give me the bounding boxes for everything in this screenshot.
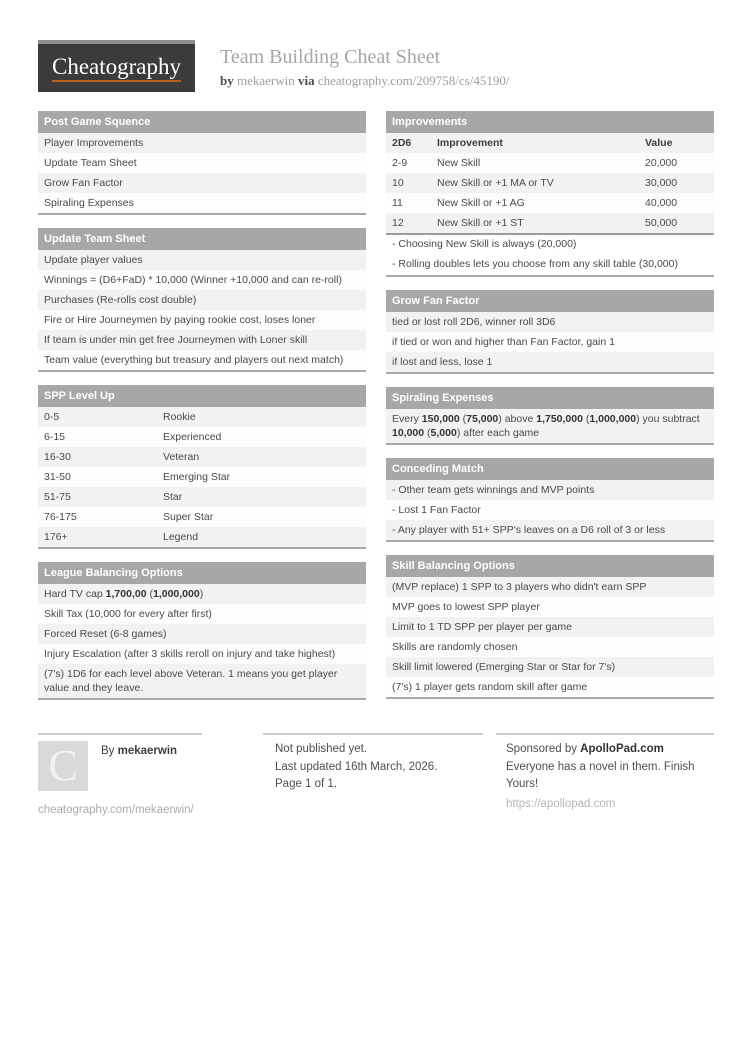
section-header-league-balancing-options: League Balancing Options	[38, 562, 366, 584]
footer-status-column	[263, 733, 483, 818]
text: Limit to 1 TD SPP per player per game	[392, 621, 572, 633]
source-link[interactable]: cheatography.com/209758/cs/45190/	[317, 73, 510, 88]
sponsor-name[interactable]: ApolloPad.com	[580, 743, 664, 755]
footer-author-row	[38, 741, 202, 791]
text: (MVP replace) 1 SPP to 3 players who didn't earn SPP	[392, 581, 647, 593]
list-row	[386, 677, 714, 697]
list-row	[386, 637, 714, 657]
list-row	[38, 133, 366, 153]
text: (	[424, 427, 431, 439]
list-row	[38, 330, 366, 350]
text: if lost and less, lose 1	[392, 356, 493, 368]
section-header-improvements: Improvements	[386, 111, 714, 133]
text: Player Improvements	[44, 137, 144, 149]
list-row	[386, 480, 714, 500]
table-header-cell: Improvement	[437, 137, 503, 149]
pair-key: 16-30	[44, 451, 71, 463]
section-spp-level-up	[38, 385, 366, 549]
text: - Choosing New Skill is always (20,000)	[392, 238, 577, 250]
pair-key: 51-75	[44, 491, 71, 503]
text: (7's) 1 player gets random skill after game	[392, 681, 588, 693]
text: - Lost 1 Fan Factor	[392, 504, 481, 516]
pair-key: 6-15	[44, 431, 66, 443]
table-row	[386, 213, 714, 233]
section-grow-fan-factor	[386, 290, 714, 374]
text: (	[459, 413, 467, 425]
text: (	[582, 413, 590, 425]
sponsor-link[interactable]: https://apollopad.com	[506, 797, 616, 810]
text: - Rolling doubles lets you choose from any skill table (30,000)	[392, 258, 678, 270]
list-row	[386, 312, 714, 332]
text: tied or lost roll 2D6, winner roll 3D6	[392, 316, 556, 328]
list-row	[38, 290, 366, 310]
bold-text: 10,000	[392, 427, 425, 439]
text: if tied or won and higher than Fan Factor, gain 1	[392, 336, 615, 348]
section-header-spiraling-expenses: Spiraling Expenses	[386, 387, 714, 409]
table-cell: 12	[392, 217, 404, 229]
text: Injury Escalation (after 3 skills reroll on injury and take highest)	[44, 648, 336, 660]
list-row	[38, 350, 366, 370]
table-cell: New Skill or +1 AG	[437, 197, 525, 209]
table-cell: New Skill or +1 MA or TV	[437, 177, 554, 189]
text: Skill limit lowered (Emerging Star or Star for 7's)	[392, 661, 616, 673]
table-cell: 30,000	[645, 177, 678, 189]
title-block	[220, 40, 509, 89]
pair-value: Veteran	[163, 451, 200, 463]
list-row	[386, 520, 714, 540]
text: MVP goes to lowest SPP player	[392, 601, 540, 613]
list-row	[38, 193, 366, 213]
section-update-team-sheet	[38, 228, 366, 372]
author-link[interactable]: mekaerwin	[236, 73, 295, 88]
page-title: Team Building Cheat Sheet	[220, 46, 441, 68]
byline-via: via	[298, 73, 315, 88]
text: (	[146, 588, 153, 600]
pair-value: Star	[163, 491, 183, 503]
table-notes	[386, 233, 714, 275]
footer-author-name: mekaerwin	[117, 745, 178, 757]
section-header-post-game-squence: Post Game Squence	[38, 111, 366, 133]
bold-text: 1,700,00	[105, 588, 147, 600]
list-row	[38, 270, 366, 290]
table-row	[386, 173, 714, 193]
table-header-row	[386, 133, 714, 153]
sponsor-line	[506, 741, 714, 759]
table-row	[386, 153, 714, 173]
list-row	[386, 332, 714, 352]
table-cell: 2-9	[392, 157, 408, 169]
table-row	[38, 487, 366, 507]
pair-key: 176+	[44, 531, 68, 543]
table-note	[386, 235, 714, 255]
section-league-balancing-options	[38, 562, 366, 700]
footer-author-column	[38, 733, 202, 818]
text: ) after each game	[456, 427, 540, 439]
left-column	[38, 111, 366, 713]
list-row	[386, 597, 714, 617]
table-cell: New Skill or +1 ST	[437, 217, 524, 229]
text: Grow Fan Factor	[44, 177, 123, 189]
cheatography-logo[interactable]	[38, 40, 195, 92]
text: - Any player with 51+ SPP's leaves on a D6 roll of 3 or less	[392, 524, 666, 536]
text: If team is under min get free Journeymen with Loner skill	[44, 334, 308, 346]
pair-key: 31-50	[44, 471, 71, 483]
text: Every	[392, 413, 422, 425]
pair-key: 76-175	[44, 511, 77, 523]
section-improvements	[386, 111, 714, 277]
table-row	[38, 427, 366, 447]
list-row	[386, 352, 714, 372]
bold-text: 5,000	[430, 427, 457, 439]
table-cell: 11	[392, 197, 403, 209]
profile-link[interactable]: cheatography.com/mekaerwin/	[38, 804, 194, 816]
section-header-conceding-match: Conceding Match	[386, 458, 714, 480]
table-cell: 50,000	[645, 217, 678, 229]
list-row	[38, 624, 366, 644]
list-row	[386, 409, 714, 443]
table-row	[38, 447, 366, 467]
table-row	[38, 467, 366, 487]
publish-status: Not published yet.	[275, 743, 368, 755]
footer-sponsor-column	[496, 733, 714, 818]
sponsor-tagline: Everyone has a novel in them. Finish Yours!	[506, 760, 695, 790]
text: Update Team Sheet	[44, 157, 137, 169]
pair-value: Experienced	[163, 431, 222, 443]
bold-text: 150,000	[421, 413, 460, 425]
avatar-letter: C	[48, 741, 78, 790]
text: Forced Reset (6-8 games)	[44, 628, 167, 640]
page-number: Page 1 of 1.	[275, 778, 338, 790]
list-row	[386, 577, 714, 597]
page-footer	[38, 733, 714, 818]
text: ) you subtract	[636, 413, 700, 425]
text: ) above	[498, 413, 537, 425]
section-conceding-match	[386, 458, 714, 542]
table-header-cell: 2D6	[392, 137, 412, 149]
list-row	[38, 310, 366, 330]
list-row	[386, 657, 714, 677]
sponsor-prefix: Sponsored by	[506, 743, 577, 755]
text: Fire or Hire Journeymen by paying rookie cost, loses loner	[44, 314, 316, 326]
text: Hard TV cap	[44, 588, 106, 600]
list-row	[38, 153, 366, 173]
table-cell: New Skill	[437, 157, 481, 169]
text: Skill Tax (10,000 for every after first)	[44, 608, 212, 620]
section-header-update-team-sheet: Update Team Sheet	[38, 228, 366, 250]
text: Skills are randomly chosen	[392, 641, 518, 653]
avatar[interactable]	[38, 741, 88, 791]
section-skill-balancing-options	[386, 555, 714, 699]
table-cell: 40,000	[645, 197, 678, 209]
section-header-spp-level-up: SPP Level Up	[38, 385, 366, 407]
text: )	[199, 588, 204, 600]
table-row	[38, 527, 366, 547]
bold-text: 1,000,000	[589, 413, 637, 425]
page-header	[38, 40, 509, 92]
footer-author	[101, 745, 177, 757]
table-header-cell: Value	[645, 137, 673, 149]
table-note	[386, 255, 714, 275]
section-post-game-squence	[38, 111, 366, 215]
table-cell: 10	[392, 177, 404, 189]
text: Update player values	[44, 254, 143, 266]
bold-text: 1,750,000	[536, 413, 583, 425]
list-row	[386, 500, 714, 520]
section-spiraling-expenses	[386, 387, 714, 445]
text: Winnings = (D6+FaD) * 10,000 (Winner +10,000 and can re-roll)	[44, 274, 342, 286]
pair-value: Super Star	[163, 511, 214, 523]
text: Spiraling Expenses	[44, 197, 134, 209]
pair-value: Emerging Star	[163, 471, 231, 483]
text: Team value (everything but treasury and players out next match)	[44, 354, 344, 366]
list-row	[38, 664, 366, 698]
list-row	[38, 584, 366, 604]
logo-wordmark: Cheatography	[52, 55, 181, 82]
section-header-grow-fan-factor: Grow Fan Factor	[386, 290, 714, 312]
last-updated: Last updated 16th March, 2026.	[275, 760, 438, 773]
pair-value: Rookie	[163, 411, 196, 423]
list-row	[38, 604, 366, 624]
text: Purchases (Re-rolls cost double)	[44, 294, 197, 306]
byline	[220, 73, 509, 89]
list-row	[386, 617, 714, 637]
list-row	[38, 644, 366, 664]
text: (7's) 1D6 for each level above Veteran. 1 means you get player value and they leave.	[44, 668, 338, 694]
table-cell: 20,000	[645, 157, 678, 169]
pair-key: 0-5	[44, 411, 60, 423]
table-row	[386, 193, 714, 213]
bold-text: 1,000,000	[152, 588, 200, 600]
list-row	[38, 173, 366, 193]
right-column	[386, 111, 714, 712]
table-row	[38, 407, 366, 427]
text: - Other team gets winnings and MVP points	[392, 484, 595, 496]
footer-by-prefix: By	[101, 745, 115, 757]
section-header-skill-balancing-options: Skill Balancing Options	[386, 555, 714, 577]
table-row	[38, 507, 366, 527]
bold-text: 75,000	[466, 413, 499, 425]
byline-prefix: by	[220, 73, 234, 88]
list-row	[38, 250, 366, 270]
pair-value: Legend	[163, 531, 199, 543]
